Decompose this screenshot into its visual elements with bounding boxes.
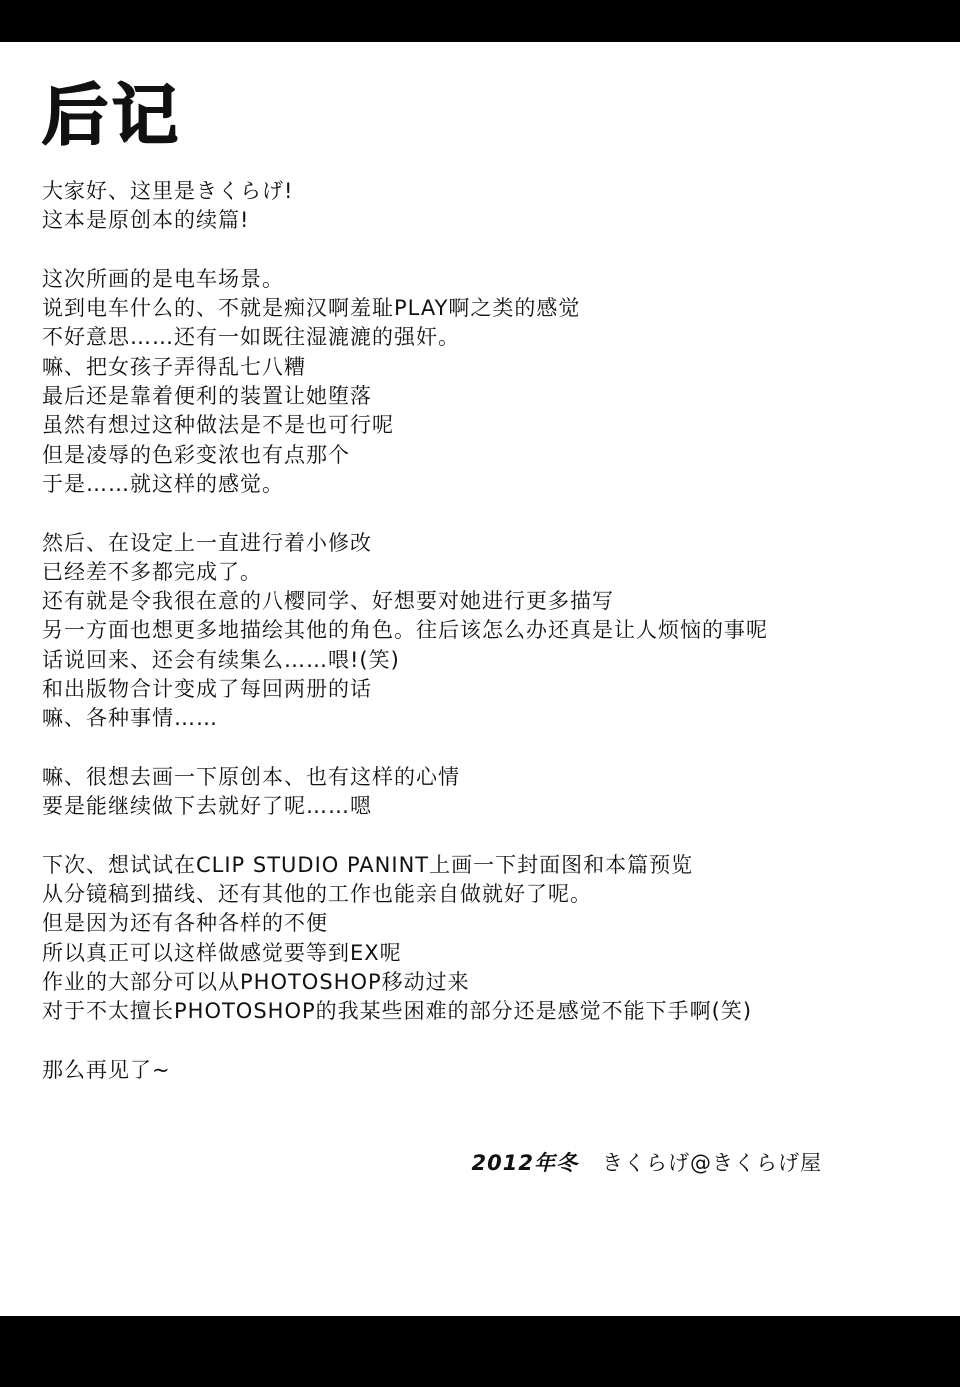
text-line: 下次、想试试在CLIP STUDIO PANINT上画一下封面图和本篇预览 — [42, 852, 694, 877]
text-line: 但是因为还有各种各样的不便 — [42, 911, 328, 936]
text-line: 和出版物合计变成了每回两册的话 — [42, 677, 372, 702]
text-line: 已经差不多都完成了。 — [42, 559, 262, 584]
text-line: 另一方面也想更多地描绘其他的角色。往后该怎么办还真是让人烦恼的事呢 — [42, 618, 768, 643]
text-line: 还有就是令我很在意的八樱同学、好想要对她进行更多描写 — [42, 589, 614, 614]
top-black-border — [0, 0, 960, 42]
text-line: 作业的大部分可以从PHOTOSHOP移动过来 — [42, 970, 470, 995]
text-line: 说到电车什么的、不就是痴汉啊羞耻PLAY啊之类的感觉 — [42, 296, 581, 321]
text-line: 不好意思……还有一如既往湿漉漉的强奸。 — [42, 325, 460, 350]
page-title: 后记 — [42, 77, 182, 154]
text-line: 嘛、很想去画一下原创本、也有这样的心情 — [42, 764, 460, 789]
text-line: 对于不太擅长PHOTOSHOP的我某些困难的部分还是感觉不能下手啊(笑) — [42, 999, 753, 1024]
text-line: 最后还是靠着便利的装置让她堕落 — [42, 384, 372, 409]
text-line: 但是凌辱的色彩变浓也有点那个 — [42, 442, 350, 467]
paragraph — [42, 1056, 922, 1085]
text-line: 大家好、这里是きくらげ! — [42, 179, 294, 203]
paragraph — [42, 763, 922, 822]
text-line: 虽然有想过这种做法是不是也可行呢 — [42, 413, 394, 438]
text-line: 所以真正可以这样做感觉要等到EX呢 — [42, 940, 402, 965]
paragraph — [42, 529, 922, 734]
signature-date: 2012年冬 — [471, 1151, 578, 1175]
text-line: 从分镜稿到描线、还有其他的工作也能亲自做就好了呢。 — [42, 882, 592, 907]
text-line: 这次所画的是电车场景。 — [42, 266, 284, 291]
bottom-black-border — [0, 1316, 960, 1387]
text-line: 那么再见了~ — [42, 1057, 171, 1082]
text-line: 话说回来、还会有续集么……喂!(笑) — [42, 647, 400, 672]
text-line: 嘛、各种事情…… — [42, 706, 218, 731]
text-line: 然后、在设定上一直进行着小修改 — [42, 530, 372, 555]
text-line: 于是……就这样的感觉。 — [42, 471, 284, 496]
signature — [472, 1148, 822, 1178]
paragraph — [42, 265, 922, 499]
paragraph — [42, 177, 922, 236]
afterword-body — [42, 177, 922, 1115]
text-line: 嘛、把女孩子弄得乱七八糟 — [42, 354, 306, 379]
text-line: 这本是原创本的续篇! — [42, 208, 250, 233]
paragraph — [42, 851, 922, 1027]
text-line: 要是能继续做下去就好了呢……嗯 — [42, 794, 372, 819]
signature-author: きくらげ@きくらげ屋 — [602, 1151, 822, 1175]
